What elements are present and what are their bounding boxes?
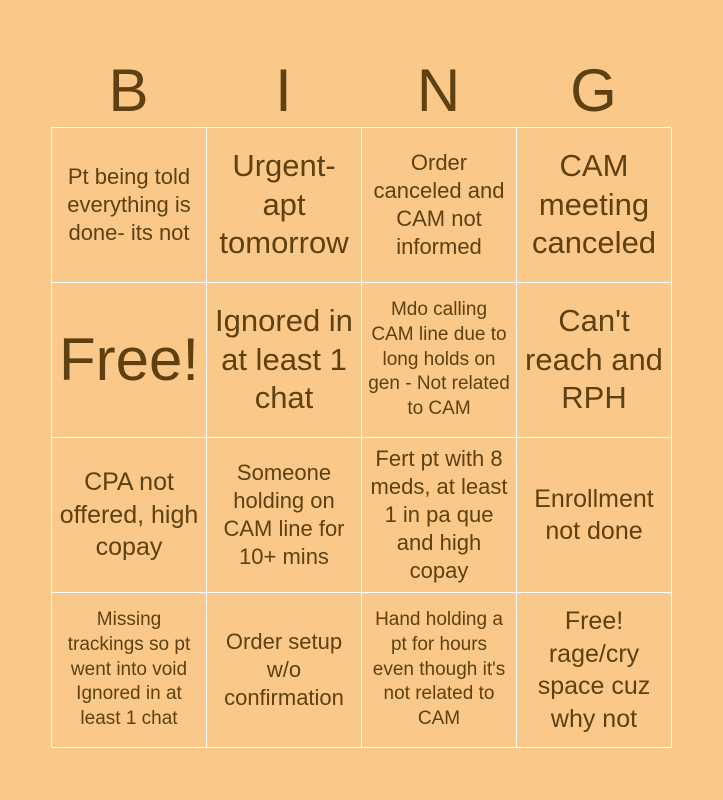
bingo-cell[interactable]: Can't reach and RPH — [517, 283, 672, 438]
bingo-cell[interactable]: CAM meeting canceled — [517, 128, 672, 283]
bingo-cell[interactable]: Order canceled and CAM not informed — [362, 128, 517, 283]
bingo-cell[interactable]: Free! rage/cry space cuz why not — [517, 593, 672, 748]
bingo-cell[interactable]: Mdo calling CAM line due to long holds on gen - Not related to CAM — [362, 283, 517, 438]
bingo-cell[interactable]: CPA not offered, high copay — [52, 438, 207, 593]
bingo-cell-free[interactable]: Free! — [52, 283, 207, 438]
bingo-cell[interactable]: Enrollment not done — [517, 438, 672, 593]
header-letter-b: B — [108, 57, 149, 124]
bingo-cell[interactable]: Ignored in at least 1 chat — [207, 283, 362, 438]
bingo-header — [51, 56, 671, 126]
bingo-cell[interactable]: Missing trackings so pt went into void Ignored in at least 1 chat — [52, 593, 207, 748]
header-letter-n: N — [416, 57, 461, 124]
bingo-cell[interactable]: Order setup w/o confirmation — [207, 593, 362, 748]
bingo-cell[interactable]: Urgent- apt tomorrow — [207, 128, 362, 283]
header-letter-i: I — [275, 57, 292, 124]
bingo-board — [51, 127, 671, 747]
bingo-cell[interactable]: Someone holding on CAM line for 10+ mins — [207, 438, 362, 593]
bingo-cell[interactable]: Hand holding a pt for hours even though it's not related to CAM — [362, 593, 517, 748]
bingo-cell[interactable]: Pt being told everything is done- its not — [52, 128, 207, 283]
bingo-cell[interactable]: Fert pt with 8 meds, at least 1 in pa que and high copay — [362, 438, 517, 593]
header-letter-g: G — [570, 57, 617, 124]
